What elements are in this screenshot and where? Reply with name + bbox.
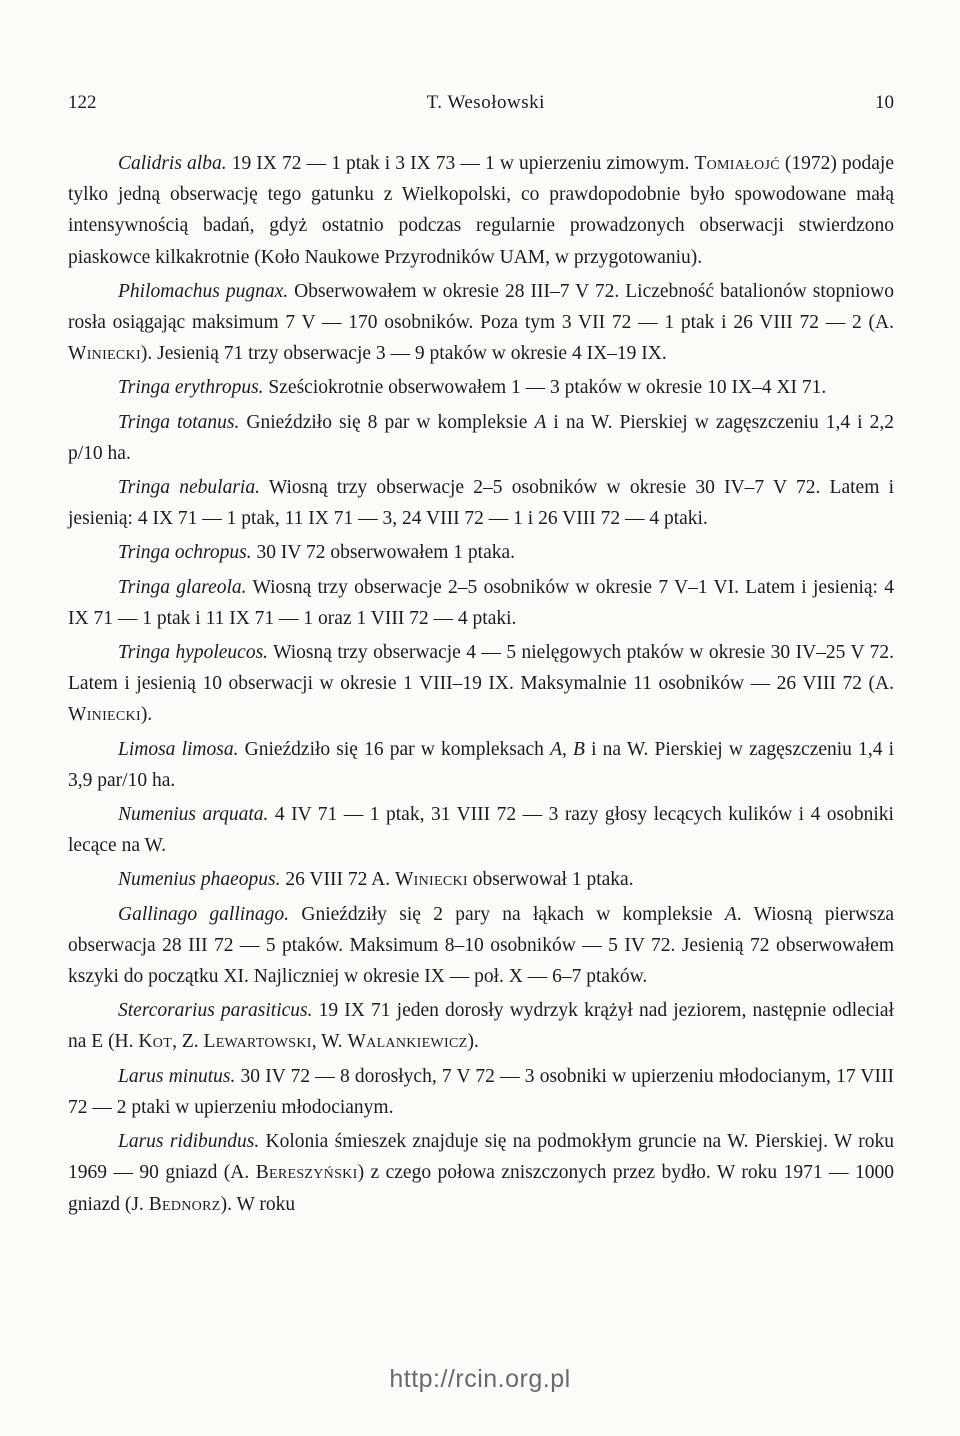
species-entry	[68, 864, 894, 895]
observer-name: Bereszyński	[255, 1162, 358, 1184]
entry-text: i na W. Pierskiej w zagęszczeniu 1,4 i 3,9 par/10 ha.	[68, 738, 895, 791]
species-entry	[68, 537, 894, 568]
entry-text: 4 IV 71 — 1 ptak, 31 VIII 72 — 3 razy głosy lecących kulików i 4 osobniki lecące na W.	[68, 804, 894, 857]
page-number: 122	[68, 92, 97, 113]
entry-text: 30 IV 72 obserwowałem 1 ptaka.	[251, 542, 516, 564]
entry-text: ). W roku	[220, 1193, 296, 1215]
entry-text: Wiosną trzy obserwacje 4 — 5 nielęgowych ptaków w okresie 30 IV–25 V 72. Latem i jesienią 10 obserwacji w okresie 1 VIII–19 IX. Maksymalnie 11 osobników — 26 VIII 72 (A.	[68, 642, 895, 695]
issue-number: 10	[874, 92, 894, 113]
species-name: Tringa nebularia.	[118, 477, 260, 499]
species-entry	[68, 472, 894, 534]
observer-name: Bednorz	[148, 1193, 221, 1215]
complex-label: A	[724, 903, 737, 925]
entry-text: (1972) podaje tylko jedną obserwację tego gatunku z Wielkopolski, co prawdopodobnie było spowodowane małą intensywnością badań, gdyż ostatnio podczas regularnie prowadzonych obserwacji stwierdzono piaskowce kilkakrotnie (Koło Naukowe Przyrodników UAM, w przygotowaniu).	[68, 153, 895, 268]
entry-text: 30 IV 72 — 8 dorosłych, 7 V 72 — 3 osobniki w upierzeniu młodocianym, 17 VIII 72 — 2 ptaki w upierzeniu młodocianym.	[68, 1065, 895, 1118]
observer-name: Kot	[138, 1031, 173, 1053]
entry-text: . Wiosną pierwsza obserwacja 28 III 72 — 5 ptaków. Maksimum 8–10 osobników — 5 IV 72. Jesienią 72 obserwowałem kszyki do początku XI. Najliczniej w okresie IX — poł. X — 6–7 ptaków.	[68, 903, 894, 988]
species-entry	[68, 1126, 894, 1220]
entry-text: Gnieździło się 8 par w kompleksie	[239, 411, 535, 433]
species-name: Calidris alba.	[118, 153, 227, 174]
entry-text: 19 IX 72 — 1 ptak i 3 IX 73 — 1 w upierzeniu zimowym.	[226, 153, 695, 174]
running-title: T. Wesołowski	[426, 92, 545, 113]
species-entry	[68, 372, 894, 403]
species-name: Tringa glareola.	[118, 576, 247, 598]
species-entry	[68, 995, 894, 1057]
entry-text: Gnieździły się 2 pary na łąkach w kompleksie	[289, 903, 725, 925]
species-entry	[68, 899, 894, 993]
complex-label: B	[573, 738, 585, 760]
species-name: Tringa ochropus.	[118, 542, 252, 564]
species-entry	[68, 407, 894, 469]
entry-text: 26 VIII 72 A.	[280, 869, 395, 891]
species-name: Larus ridibundus.	[118, 1131, 260, 1153]
species-entry	[68, 572, 894, 634]
observer-name: Lewartowski	[203, 1031, 312, 1053]
observer-name: Winiecki	[68, 343, 141, 365]
entry-text: Obserwowałem w okresie 28 III–7 V 72. Liczebność batalionów stopniowo rosła osiągając maksimum 7 V — 170 osobników. Poza tym 3 VII 72 — 1 ptak i 26 VIII 72 — 2 (A.	[68, 280, 894, 334]
entry-text: , W.	[311, 1031, 348, 1053]
species-name: Numenius phaeopus.	[118, 869, 281, 891]
entry-text: ).	[140, 704, 153, 726]
complex-label: A	[550, 738, 562, 760]
species-name: Tringa totanus.	[118, 411, 240, 433]
entry-text: ) z czego połowa zniszczonych przez bydło. W roku 1971 — 1000 gniazd (J.	[68, 1162, 894, 1215]
entry-text: ).	[467, 1031, 479, 1053]
entry-text: Sześciokrotnie obserwowałem 1 — 3 ptaków w okresie 10 IX–4 XI 71.	[263, 377, 827, 399]
species-name: Numenius arquata.	[118, 804, 269, 826]
entry-text: Kolonia śmieszek znajduje się na podmokłym gruncie na W. Pierskiej. W roku 1969 — 90 gniazd (A.	[68, 1131, 894, 1184]
species-name: Philomachus pugnax.	[118, 280, 289, 302]
species-name: Stercorarius parasiticus.	[118, 1000, 313, 1022]
species-entry	[68, 148, 894, 273]
entry-text: Gnieździło się 16 par w kompleksach	[238, 738, 551, 760]
entry-text: i na W. Pierskiej w zagęszczeniu 1,4 i 2,2 p/10 ha.	[68, 411, 894, 464]
entry-text: , Z.	[172, 1031, 204, 1053]
observer-name: Tomiałojć	[694, 153, 780, 174]
species-entry	[68, 734, 894, 796]
species-entry	[68, 637, 894, 731]
page-body	[68, 92, 894, 1223]
observer-name: Winiecki	[394, 869, 468, 891]
species-name: Limosa limosa.	[118, 738, 239, 760]
entry-text: Wiosną trzy obserwacje 2–5 osobników w okresie 30 IV–7 V 72. Latem i jesienią: 4 IX 71 — 1 ptak, 11 IX 71 — 3, 24 VIII 72 — 1 i 26 VIII 72 — 4 ptaki.	[68, 477, 894, 530]
species-name: Tringa erythropus.	[118, 377, 264, 399]
entry-text: Wiosną trzy obserwacje 2–5 osobników w okresie 7 V–1 VI. Latem i jesienią: 4 IX 71 — 1 ptak i 11 IX 71 — 1 oraz 1 VIII 72 — 4 ptaki.	[68, 576, 894, 629]
observer-name: Walankiewicz	[347, 1031, 468, 1053]
entry-text: 19 IX 71 jeden dorosły wydrzyk krążył nad jeziorem, następnie odleciał na E (H.	[68, 1000, 895, 1053]
entry-text: obserwował 1 ptaka.	[467, 869, 634, 891]
running-head	[68, 92, 894, 114]
species-name: Tringa hypoleucos.	[118, 642, 269, 664]
species-entries	[68, 148, 894, 1220]
entry-text: ,	[561, 738, 574, 760]
observer-name: Winiecki	[68, 704, 141, 726]
species-entry	[68, 276, 894, 370]
complex-label: A	[534, 411, 547, 433]
entry-text: ). Jesienią 71 trzy obserwacje 3 — 9 ptaków w okresie 4 IX–19 IX.	[140, 343, 667, 365]
species-name: Gallinago gallinago.	[118, 903, 290, 925]
species-entry	[68, 1061, 894, 1123]
source-url[interactable]: http://rcin.org.pl	[389, 1365, 571, 1393]
species-entry	[68, 799, 894, 861]
species-name: Larus minutus.	[118, 1065, 236, 1087]
